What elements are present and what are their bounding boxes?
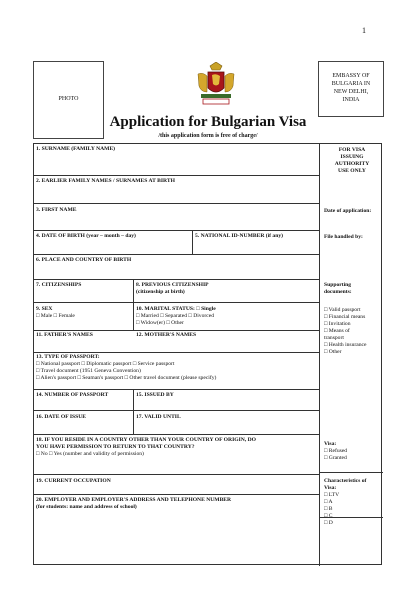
passport-type-options[interactable]: □ National passport □ Diplomatic passport □ Service passport [36, 361, 175, 367]
doc-option: transport [324, 335, 344, 341]
embassy-line: EMBASSY OF [332, 73, 370, 79]
previous-citizenship-label: 8. PREVIOUS CITIZENSHIP [136, 282, 209, 288]
embassy-line: INDIA [342, 97, 360, 103]
characteristics-options[interactable] [324, 492, 339, 527]
characteristics-line: Characteristics of [324, 478, 367, 484]
embassy-box [318, 61, 384, 117]
sex-label: 9. SEX [36, 306, 53, 312]
embassy-line: BULGARIA IN [331, 81, 371, 87]
residence-permission-options[interactable]: □ No □ Yes (number and validity of permission) [36, 451, 144, 457]
passport-type-options[interactable]: □ Travel document (1951 Geneva Convention) [36, 368, 141, 374]
supporting-documents-list[interactable] [324, 307, 367, 356]
characteristic-option[interactable]: □ LTV [324, 492, 340, 498]
fathers-names-label: 11. FATHER'S NAMES [36, 332, 93, 338]
authority-header-line: USE ONLY [338, 168, 366, 174]
visa-option[interactable]: □ Refused [324, 448, 348, 454]
citizenships-label: 7. CITIZENSHIPS [36, 282, 82, 288]
coat-of-arms-icon [195, 62, 237, 106]
previous-citizenship-note: (citizenship at birth) [136, 289, 185, 295]
first-name-label: 3. FIRST NAME [36, 207, 77, 213]
embassy-line: NEW DELHI, [333, 89, 369, 95]
national-id-label: 5. NATIONAL ID-NUMBER (if any) [195, 233, 283, 239]
visa-label: Visa: [324, 441, 337, 447]
residence-permission-label: 18. IF YOU RESIDE IN A COUNTRY OTHER THAN YOUR COUNTRY OF ORIGIN, DO [36, 437, 257, 443]
earlier-names-label: 2. EARLIER FAMILY NAMES / SURNAMES AT BIRTH [36, 178, 175, 184]
occupation-label: 19. CURRENT OCCUPATION [36, 478, 111, 484]
application-form [33, 143, 382, 565]
place-of-birth-label: 6. PLACE AND COUNTRY OF BIRTH [36, 257, 132, 263]
surname-label: 1. SURNAME (FAMILY NAME) [36, 146, 116, 152]
supporting-documents-label [324, 282, 352, 296]
employer-label: 20. EMPLOYER AND EMPLOYER'S ADDRESS AND TELEPHONE NUMBER [36, 497, 232, 503]
employer-note: (for students: name and address of school) [36, 504, 137, 510]
date-of-application-label: Date of application: [324, 208, 372, 214]
supporting-line: Supporting [324, 282, 352, 288]
page-number: 1 [362, 26, 366, 35]
valid-until-label: 17. VALID UNTIL [136, 414, 181, 420]
characteristic-option[interactable]: □ C [324, 513, 333, 519]
doc-option[interactable]: □ Invitation [324, 321, 351, 327]
sex-options[interactable]: □ Male □ Female [36, 313, 75, 319]
authority-header-line: FOR VISA [338, 147, 366, 153]
characteristic-option[interactable]: □ D [324, 520, 333, 526]
passport-number-label: 14. NUMBER OF PASSPORT [36, 392, 109, 398]
date-of-birth-label: 4. DATE OF BIRTH (year – month – day) [36, 233, 136, 239]
page-subtitle: /this application form is free of charge/ [158, 133, 258, 139]
doc-option[interactable]: □ Means of [324, 328, 350, 334]
characteristics-label [324, 478, 366, 492]
doc-option[interactable]: □ Valid passport [324, 307, 361, 313]
issued-by-label: 15. ISSUED BY [136, 392, 174, 398]
doc-option[interactable]: □ Financial means [324, 314, 366, 320]
marital-status-options[interactable]: □ Widow(er) □ Other [136, 320, 184, 326]
mothers-names-label: 12. MOTHER'S NAMES [136, 332, 197, 338]
passport-type-options[interactable]: □ Alien's passport □ Seaman's passport □ Other travel document (please specify) [36, 375, 217, 381]
supporting-line: documents: [324, 289, 352, 295]
authority-header-line: AUTHORITY [334, 161, 370, 167]
date-of-issue-label: 16. DATE OF ISSUE [36, 414, 87, 420]
characteristic-option[interactable]: □ A [324, 499, 333, 505]
characteristics-line: Visa: [324, 485, 337, 491]
authority-header [324, 147, 380, 175]
visa-option[interactable]: □ Granted [324, 455, 347, 461]
authority-header-line: ISSUING [340, 154, 364, 160]
marital-status-label[interactable]: 10. MARITAL STATUS: □ Single [136, 306, 216, 312]
characteristic-option[interactable]: □ B [324, 506, 333, 512]
file-handled-label: File handled by: [324, 234, 363, 240]
residence-permission-label: YOU HAVE PERMISSION TO RETURN TO THAT COUNTRY? [36, 444, 195, 450]
doc-option[interactable]: □ Other [324, 349, 342, 355]
marital-status-options[interactable]: □ Married □ Separated □ Divorced [136, 313, 215, 319]
passport-type-label: 13. TYPE OF PASSPORT: [36, 354, 100, 360]
doc-option[interactable]: □ Health insurance [324, 342, 367, 348]
photo-label: PHOTO [58, 96, 79, 102]
visa-options[interactable] [324, 448, 347, 462]
page-title: Application for Bulgarian Visa [109, 114, 307, 130]
